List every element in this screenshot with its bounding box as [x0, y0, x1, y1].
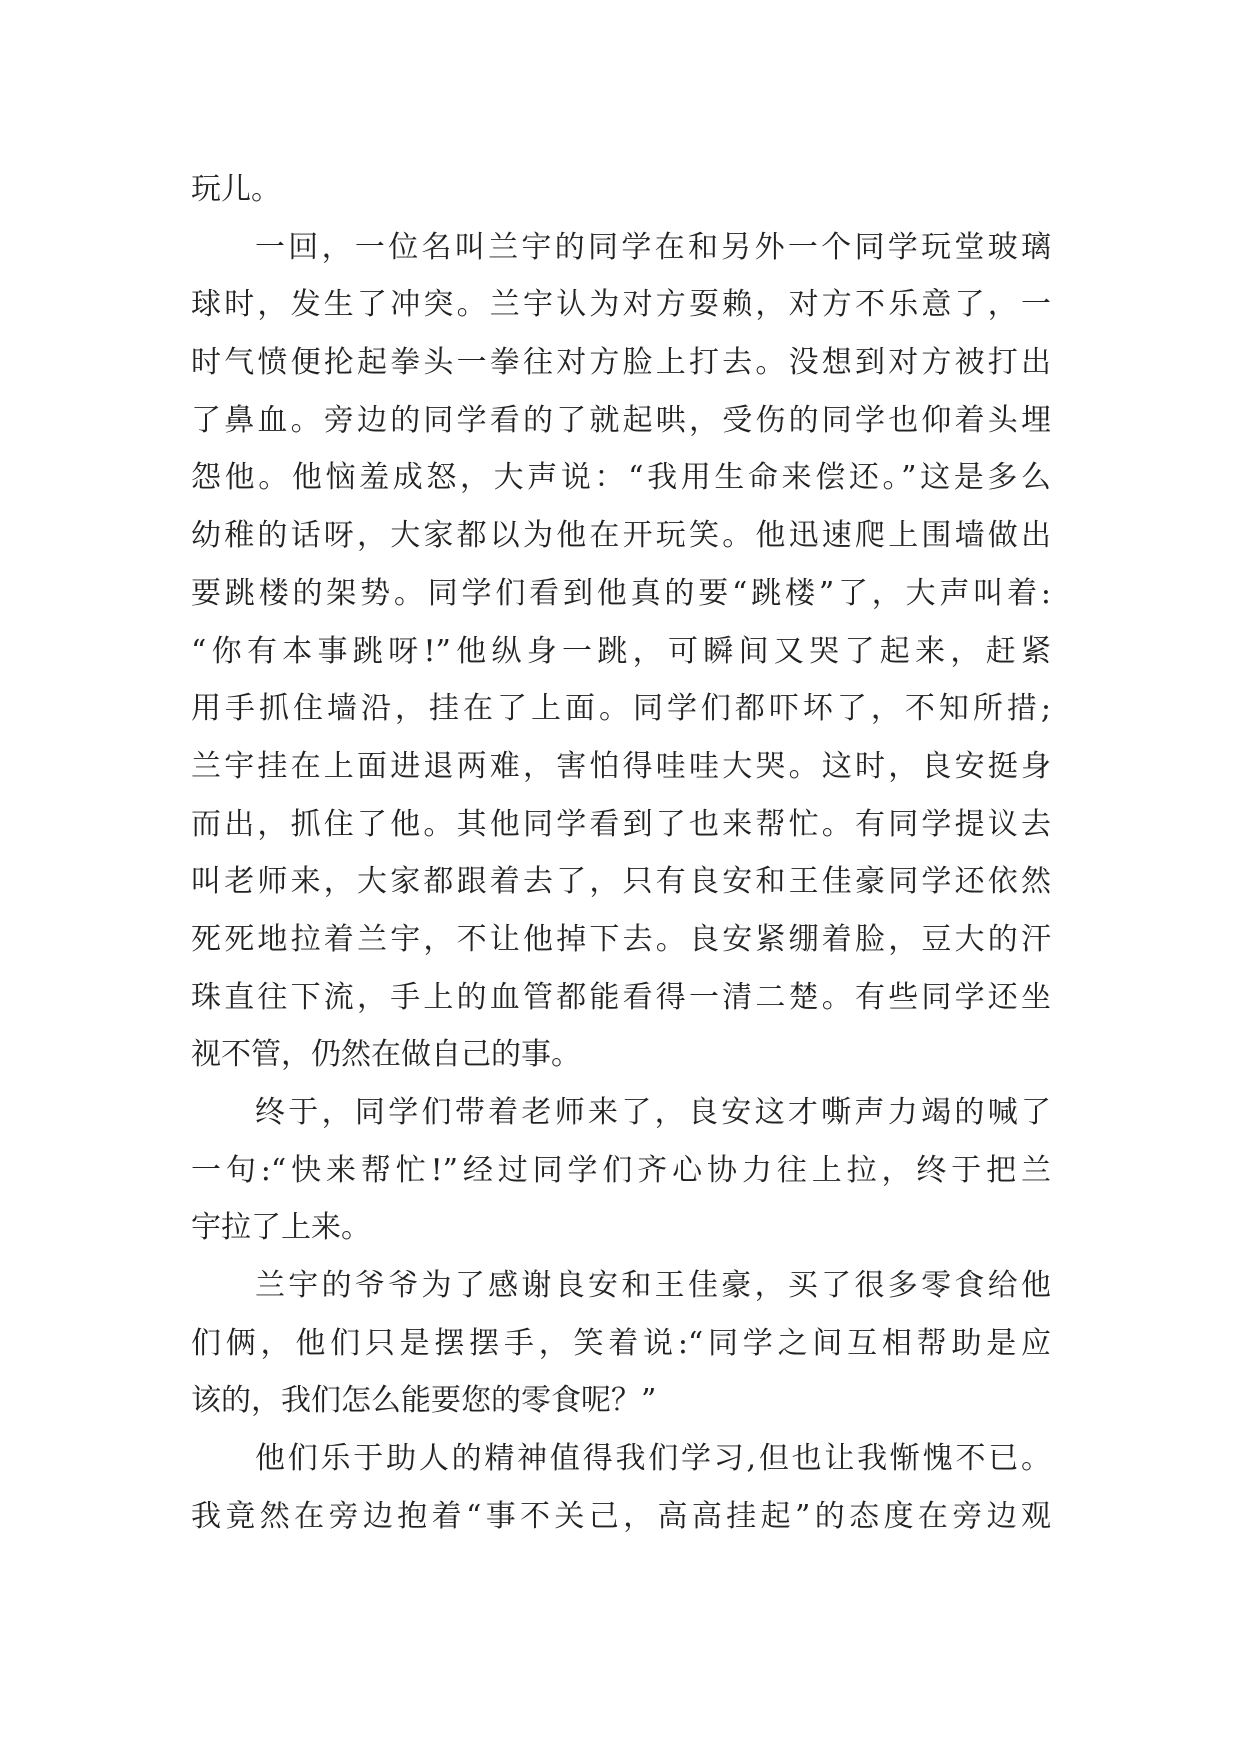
text-line: 球时，发生了冲突。兰宇认为对方耍赖，对方不乐意了，一: [191, 287, 1051, 323]
text-line: 怨他。他恼羞成怒，大声说：“我用生命来偿还。”这是多么: [191, 460, 1051, 496]
text-line: 该的，我们怎么能要您的零食呢？”: [191, 1383, 657, 1419]
text-line: 死死地拉着兰宇，不让他掉下去。良安紧绷着脸，豆大的汗: [191, 921, 1051, 957]
text-line: 一回，一位名叫兰宇的同学在和另外一个同学玩堂玻璃: [255, 229, 1051, 265]
text-line: 我竟然在旁边抱着“事不关己，高高挂起”的态度在旁边观: [191, 1498, 1051, 1534]
text-line: 要跳楼的架势。同学们看到他真的要“跳楼”了，大声叫着:: [191, 575, 1051, 611]
text-line: 了鼻血。旁边的同学看的了就起哄，受伤的同学也仰着头埋: [191, 402, 1051, 438]
text-line: 而出，抓住了他。其他同学看到了也来帮忙。有同学提议去: [191, 806, 1051, 842]
text-line: 一句:“快来帮忙!”经过同学们齐心协力往上拉，终于把兰: [191, 1152, 1051, 1188]
text-line: 他们乐于助人的精神值得我们学习,但也让我惭愧不已。: [255, 1441, 1051, 1477]
text-line: 们俩，他们只是摆摆手，笑着说:“同学之间互相帮助是应: [191, 1325, 1051, 1361]
text-line: 玩儿。: [191, 172, 281, 207]
text-line: 幼稚的话呀，大家都以为他在开玩笑。他迅速爬上围墙做出: [191, 518, 1051, 554]
text-line: 用手抓住墙沿，挂在了上面。同学们都吓坏了，不知所措;: [191, 691, 1051, 727]
text-line: 兰宇的爷爷为了感谢良安和王佳豪，买了很多零食给他: [255, 1268, 1051, 1304]
text-line: 时气愤便抡起拳头一拳往对方脸上打去。没想到对方被打出: [191, 345, 1051, 381]
text-line: 宇拉了上来。: [191, 1210, 371, 1246]
document-body: [191, 161, 1051, 1546]
text-line: 叫老师来，大家都跟着去了，只有良安和王佳豪同学还依然: [191, 864, 1051, 900]
text-line: 终于，同学们带着老师来了，良安这才嘶声力竭的喊了: [255, 1095, 1051, 1130]
text-line: 兰宇挂在上面进退两难，害怕得哇哇大哭。这时，良安挺身: [191, 748, 1051, 784]
text-line: 珠直往下流，手上的血管都能看得一清二楚。有些同学还坐: [191, 979, 1051, 1015]
text-line: 视不管，仍然在做自己的事。: [191, 1037, 581, 1073]
text-line: “你有本事跳呀!”他纵身一跳，可瞬间又哭了起来，赶紧: [191, 633, 1051, 669]
